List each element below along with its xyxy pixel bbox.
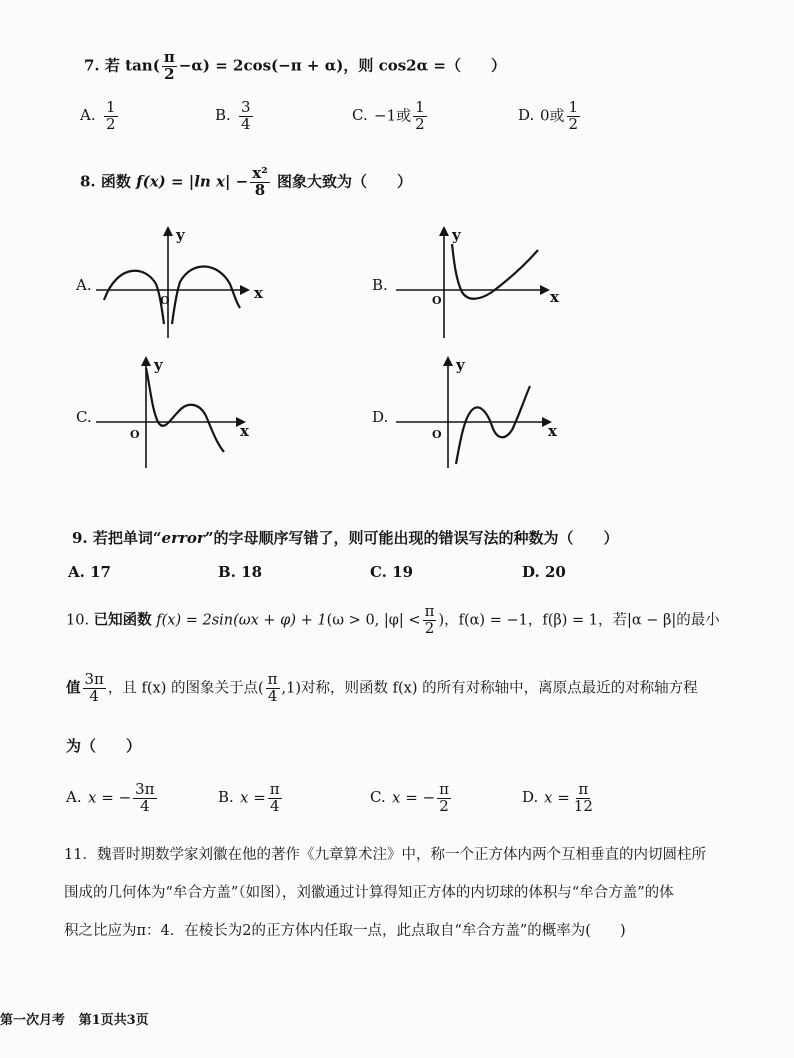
q9-option-b-value: 18 [241,563,263,581]
q7-option-b [215,100,255,133]
x-axis-arrow [540,285,550,295]
origin-label: O [130,428,140,441]
y-label: y [176,226,185,244]
q10-option-c-pre: x = − [392,788,436,807]
q8-graph-b-letter: B. [372,276,388,294]
x-label: x [254,284,263,302]
q10-option-a-den: 4 [140,796,150,815]
q9-text-a: 若把单词“ [92,529,162,547]
q9-stem [72,527,618,548]
q9-option-c [370,563,413,581]
q9-text-b: ”的字母顺序写错了，则可能出现的错误写法的种数为（ ） [204,529,619,547]
q11-line3: 积之比应为π：4．在棱长为2的正方体内任取一点，此点取自“牟合方盖”的概率为( ) [64,923,626,939]
q10-two: 2 [424,618,435,637]
y-label: y [452,226,461,244]
q8-prefix: 函数 [100,172,131,191]
y-axis-arrow [443,356,453,366]
q7-option-a-letter: A. [80,106,96,125]
q10-option-b [218,782,284,815]
q7-option-a [80,100,120,133]
origin-label: O [432,428,442,441]
x-axis-arrow [240,285,250,295]
x-label: x [240,422,249,440]
q8-graph-d [392,352,572,470]
q7-option-c-letter: C. [352,106,368,125]
q10-option-c-letter: C. [370,788,386,807]
page-footer [0,1009,149,1028]
y-label: y [154,356,163,374]
q10-point-num: π [267,670,278,688]
q10-option-d-num: π [578,780,589,798]
q9-option-d-value: 20 [544,563,566,581]
q7-pi-over-2 [162,50,177,83]
q10-line1-a: 已知函数 [93,611,152,629]
y-axis-arrow [141,356,151,366]
q10-point-frac [266,672,280,705]
q8-graph-b [392,222,572,340]
q10-pi: π [424,602,435,620]
origin-label: O [432,294,442,307]
q7-option-d-frac [567,100,581,133]
q8-graph-c [92,352,272,470]
q7-option-c-frac [413,100,427,133]
curve-right [172,266,240,324]
curve [456,386,530,464]
x-label: x [548,422,557,440]
q10-min-frac [83,672,106,705]
y-label: y [456,356,465,374]
q7-option-a-frac [104,100,118,133]
q8-number: 8. [80,172,96,191]
q10-min-num: 3π [84,670,104,688]
q7-option-b-num: 3 [241,98,251,116]
q7-minus-alpha: −α) [178,56,211,75]
footer-exam: 第一次月考 [0,1013,66,1028]
q7-option-c-num: 1 [415,98,425,116]
q8-frac [250,166,270,199]
y-axis-arrow [163,226,173,236]
q10-line2-b: ，且 f(x) 的图象关于点 [107,680,258,697]
q10-cond: (ω > 0, |φ| < [326,612,421,629]
q10-option-a-num: 3π [135,780,155,798]
q9-option-d [522,563,566,581]
q10-option-b-letter: B. [218,788,234,807]
q10-option-a [66,782,159,815]
q8-fx: f(x) = |ln x| − [136,172,249,191]
q8-num: x² [252,164,268,182]
q10-option-c [370,782,453,815]
q11-line1: 11．魏晋时期数学家刘徽在他的著作《九章算术注》中，称一个正方体内两个互相垂直的内切圆柱所 [64,847,706,863]
q10-option-d-letter: D. [522,788,539,807]
q10-option-c-den: 2 [439,796,449,815]
q10-option-b-num: π [269,780,280,798]
q9-option-b [218,563,262,581]
curve [146,368,224,452]
q7-option-c-den: 2 [415,114,425,133]
q10-min-den: 4 [89,686,99,705]
q7-pi: π [163,48,175,66]
q7-option-c [352,100,429,133]
q10-option-c-frac [437,782,451,815]
q7-tail: cos2α =（ ） [378,56,506,75]
q7-eq: = 2cos(−π + α)，则 [215,56,374,75]
q10-point-den: 4 [267,686,278,705]
q7-option-b-den: 4 [241,114,251,133]
curve-left [104,271,164,324]
q10-option-a-pre: x = − [88,788,132,807]
q8-graph-d-letter: D. [372,408,389,426]
q8-den: 8 [254,180,266,199]
q7-option-b-letter: B. [215,106,231,125]
q10-line2-c: 对称，则函数 f(x) 的所有对称轴中，离原点最近的对称轴方程 [301,680,698,697]
q7-option-d-den: 2 [568,114,579,133]
q7-option-d-num: 1 [568,98,579,116]
q8-tail: 图象大致为（ ） [276,172,412,191]
q10-line2: 值 $\frac{3\pi}{4}$ ，且 f(x) 的图象关于点( $\frac{\pi}{4}$ ,1)对称，则函数 f(x) 的所有对称轴中，离原点最近的对称轴方程 [66,670,698,705]
q10-option-b-den: 4 [269,796,280,815]
q9-number: 9. [72,529,88,547]
q7-prefix: 若 [104,56,120,75]
q7-tan: tan( [125,56,160,75]
q9-option-a [68,563,111,581]
q10-option-d-den: 12 [573,796,593,815]
q7-option-d [518,100,582,133]
q9-option-c-letter: C. [370,563,387,581]
q10-func: f(x) = 2sin(ωx + φ) + 1 [156,612,327,629]
q10-line1 [66,604,720,637]
q7-option-d-letter: D. [518,106,535,125]
y-axis-arrow [439,226,449,236]
q10-option-b-pre: x = [240,788,266,807]
q9-option-a-value: 17 [90,563,111,581]
q10-point-end: ,1) [281,680,302,697]
q9-option-d-letter: D. [522,563,540,581]
q9-option-c-value: 19 [392,563,414,581]
q9-word: error [161,529,205,547]
q10-option-d-frac [572,782,595,815]
q10-line2-a: 值 [66,679,81,697]
q10-option-a-frac [133,782,156,815]
q8-graph-a [92,222,272,340]
q8-stem [80,166,412,199]
q10-line1-b: ，f(α) = −1，f(β) = 1，若|α − β|的最小 [444,612,720,629]
q10-line3: 为（ ） [66,737,142,755]
q7-option-a-den: 2 [106,114,116,133]
q9-option-b-letter: B. [218,563,236,581]
q7-two: 2 [164,64,175,83]
q10-option-d [522,782,597,815]
q10-cond-end: ) [438,612,445,629]
q7-stem [84,50,506,83]
q7-option-d-pre: 0或 [540,106,565,125]
x-label: x [550,288,559,306]
footer-page: 第1页共3页 [78,1013,149,1028]
q10-pi-over-2 [423,604,437,637]
q7-number: 7. [84,56,100,75]
q10-option-a-letter: A. [66,788,82,807]
q10-option-b-frac [268,782,282,815]
q7-option-b-frac [239,100,253,133]
q7-option-a-num: 1 [106,98,116,116]
q9-option-a-letter: A. [68,563,85,581]
q8-graph-a-letter: A. [76,276,92,294]
q8-graph-c-letter: C. [76,408,92,426]
q7-option-c-pre: −1或 [374,106,412,125]
q10-option-c-num: π [439,780,449,798]
q10-number: 10. [66,612,90,629]
origin-label: O [160,294,170,307]
q10-option-d-pre: x = [544,788,570,807]
q11-line2: 围成的几何体为“牟合方盖”（如图），刘徽通过计算得知正方体的内切球的体积与“牟合方盖”的体 [64,885,674,901]
